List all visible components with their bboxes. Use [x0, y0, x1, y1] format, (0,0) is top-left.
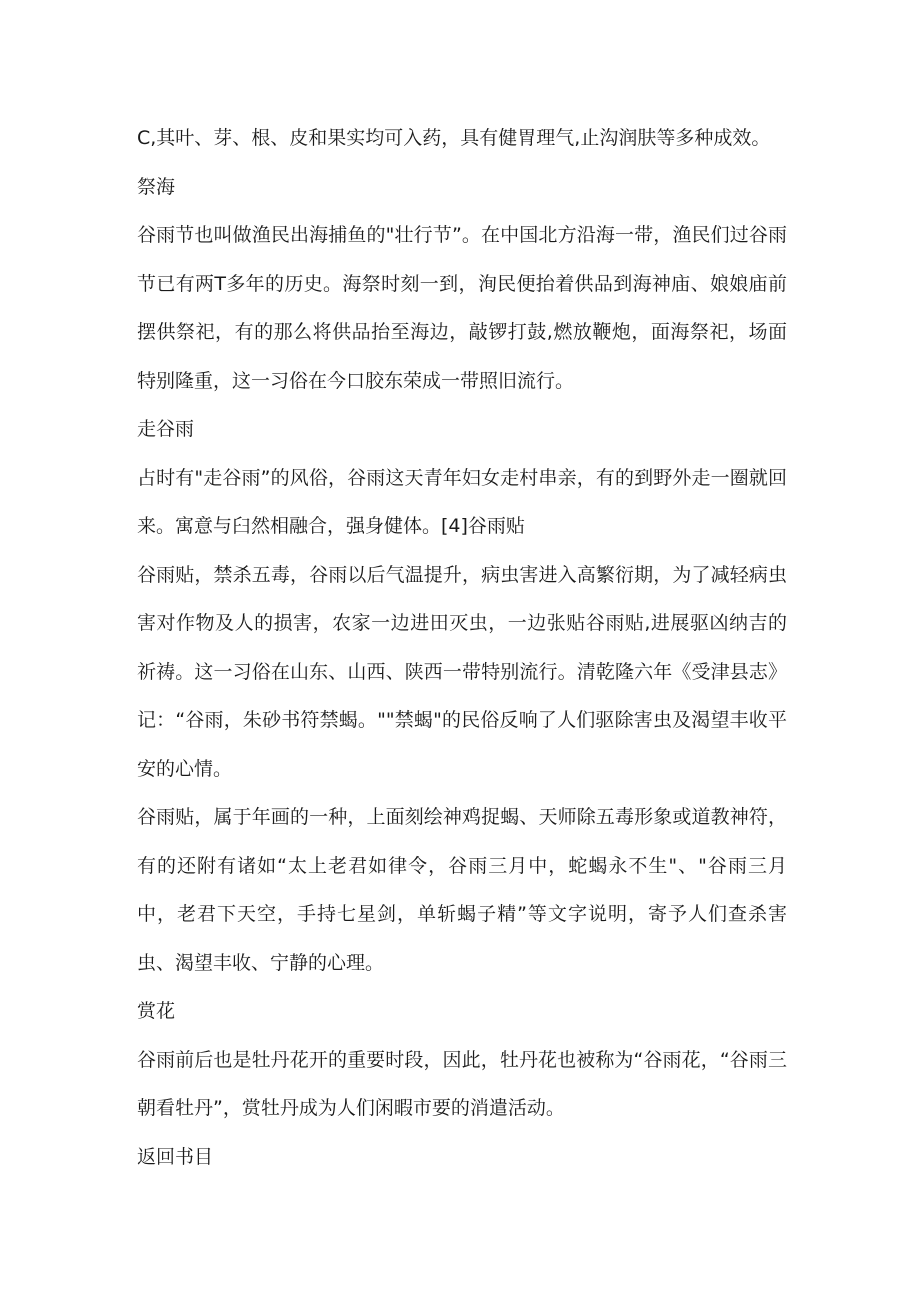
- paragraph-guyu-tie-2: 谷雨贴，属于年画的一种，上面刻绘神鸡捉蝎、天师除五毒形象或道教神符，有的还附有诸如“太上老君如律令，谷雨三月中，蛇蝎永不生"、"谷雨三月中，老君下天空，手持七星剑，单斩蝎子精”等文字说明，寄予人们查杀害虫、渴望丰收、宁静的心理。: [137, 806, 787, 974]
- paragraph-sea-sacrifice: 谷雨节也叫做渔民出海捕鱼的"壮行节”。在中国北方沿海一带，渔民们过谷雨节已有两T多年的历史。海祭时刻一到，洵民便抬着供品到海神庙、娘娘庙前摆供祭祀，有的那么将供品抬至海边，敲锣打鼓,燃放鞭炮，面海祭祀，场面特别隆重，这一习俗在今口胶东荣成一带照旧流行。: [137, 224, 787, 392]
- paragraph-guyu-tie-1: 谷雨贴，禁杀五毒，谷雨以后气温提升，病虫害进入高繁衍期，为了减轻病虫害对作物及人的损害，农家一边进田灭虫，一边张贴谷雨贴,进展驱凶纳吉的祈祷。这一习俗在山东、山西、陕西一带特别流行。清乾隆六年《受津县志》记：“谷雨，朱砂书符禁蝎。""禁蝎"的民俗反响了人们驱除害虫及渴望丰收平安的心情。: [137, 563, 787, 780]
- paragraph-walk-guyu: 占时有"走谷雨”的风俗，谷雨这天青年妇女走村串亲，有的到野外走一圈就回来。寓意与臼然相融合，强身健体。[4]谷雨贴: [137, 466, 787, 537]
- document-page: [137, 114, 787, 1181]
- return-to-contents-link[interactable]: 返回书目: [137, 1145, 214, 1168]
- heading-sea-sacrifice: 祭海: [137, 175, 176, 198]
- heading-walk-guyu: 走谷雨: [137, 418, 195, 440]
- paragraph-flower-viewing: 谷雨前后也是牡丹花开的重要时段，因此，牡丹花也被称为“谷雨花，“谷雨三朝看牡丹”，赏牡丹成为人们闲暇市要的消遣活动。: [137, 1048, 787, 1119]
- heading-flower-viewing: 赏花: [137, 1000, 176, 1022]
- paragraph-herb-uses: C,其叶、芽、根、皮和果实均可入药，具有健胃理气,止沟润肤等多种成效。: [137, 127, 771, 149]
